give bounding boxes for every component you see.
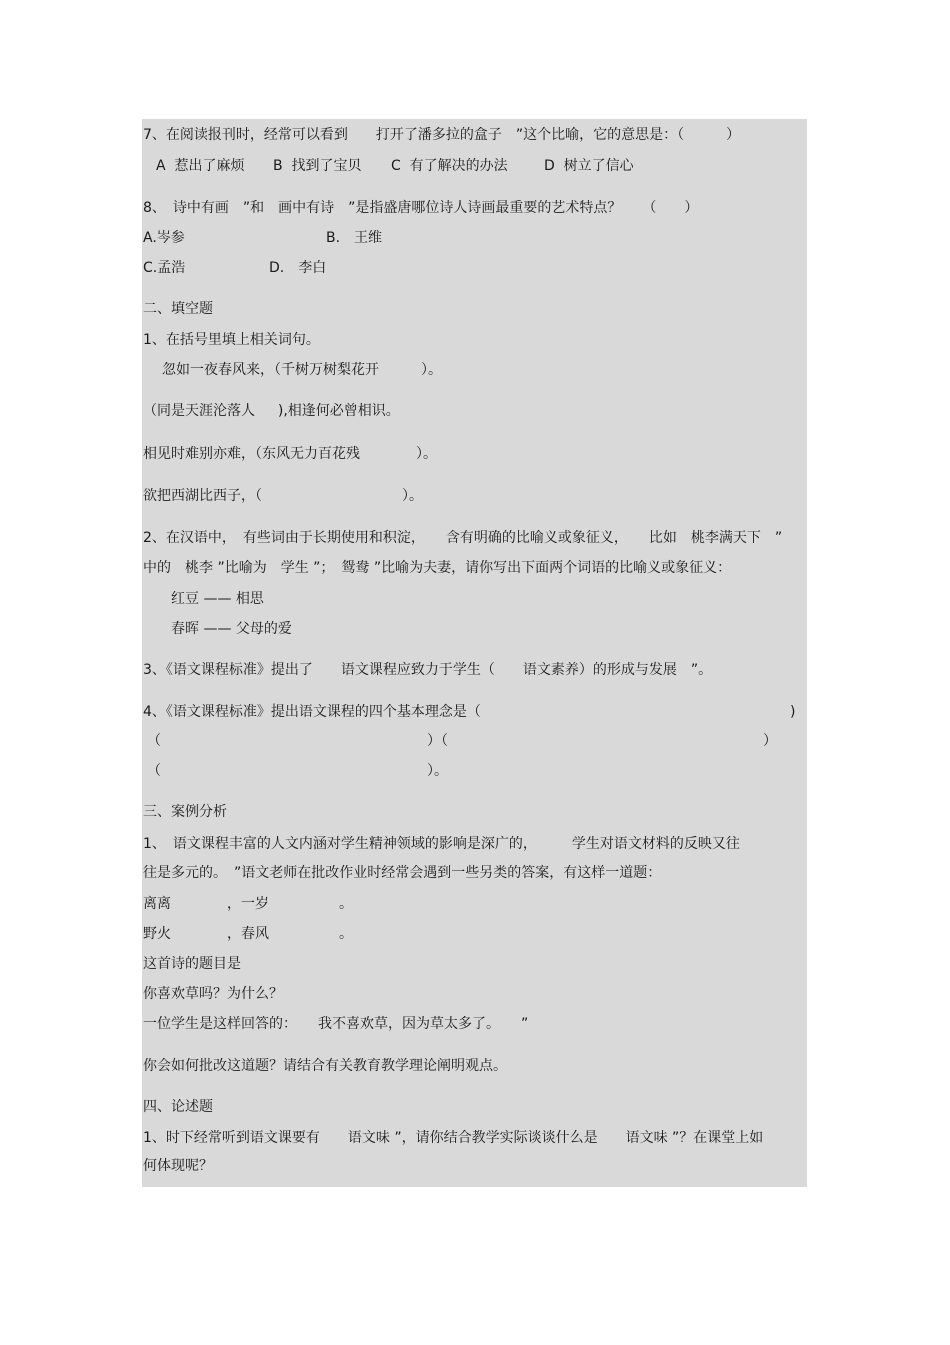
case-text: 这首诗的题目是 <box>143 956 241 972</box>
case-text: 1、 语文课程丰富的人文内涵对学生精神领域的影响是深广的， 学生对语文材料的反映又往 <box>143 836 740 852</box>
poem-line: 欲把西湖比西子，（ ）。 <box>143 488 423 504</box>
section-title: 四、论述题 <box>143 1099 213 1115</box>
question-text: 3、《语文课程标准》提出了 语文课程应致力于学生（ 语文素养）的形成与发展 ”。 <box>143 662 713 678</box>
answer-bracket: ) <box>790 704 796 720</box>
answer-bracket: ） <box>763 733 777 749</box>
poem-line: （同是天涯沦落人 ),相逢何必曾相识。 <box>143 403 400 419</box>
q8-option-c: C.孟浩 <box>143 260 186 276</box>
section-title: 三、案例分析 <box>143 804 227 820</box>
q7-stem: 7、在阅读报刊时，经常可以看到 打开了潘多拉的盒子 ”这个比喻，它的意思是：（ ） <box>143 127 741 143</box>
question-text: 中的 桃李 ”比喻为 学生 ”； 鸳鸯 ”比喻为夫妻，请你写出下面两个词语的比喻义或象征义： <box>143 560 732 576</box>
question-text: 1、在括号里填上相关词句。 <box>143 332 320 348</box>
q8-option-a: A.岑参 <box>143 230 185 246</box>
section-title: 二、填空题 <box>143 301 213 317</box>
poem-line: 野火 ，春风 。 <box>143 926 353 942</box>
case-text: 你喜欢草吗？为什么？ <box>143 986 283 1002</box>
question-text: 4、《语文课程标准》提出语文课程的四个基本理念是（ <box>143 704 481 720</box>
word-meaning: 红豆 —— 相思 <box>171 591 264 607</box>
case-text: 你会如何批改这道题？请结合有关教育教学理论阐明观点。 <box>143 1058 507 1074</box>
q7-option-d: D 树立了信心 <box>544 158 634 174</box>
essay-question: 何体现呢？ <box>143 1158 213 1174</box>
answer-bracket: （ <box>147 733 161 749</box>
word-meaning: 春晖 —— 父母的爱 <box>171 621 292 637</box>
answer-bracket: ）。 <box>427 763 448 779</box>
q8-option-b: B. 王维 <box>326 230 383 246</box>
answer-bracket: （ <box>147 763 161 779</box>
poem-line: 忽如一夜春风来，（千树万树梨花开 ）。 <box>162 362 442 378</box>
q7-option-b: B 找到了宝贝 <box>273 158 362 174</box>
question-text: 2、在汉语中， 有些词由于长期使用和积淀， 含有明确的比喻义或象征义， 比如 桃李满天下 ” <box>143 530 783 546</box>
case-text: 一位学生是这样回答的： 我不喜欢草，因为草太多了。 ” <box>143 1016 529 1032</box>
q8-stem: 8、 诗中有画 ”和 画中有诗 ”是指盛唐哪位诗人诗画最重要的艺术特点？ （ ） <box>143 200 699 216</box>
poem-line: 离离 ，一岁 。 <box>143 896 353 912</box>
answer-bracket: ）（ <box>427 733 448 749</box>
q7-option-a: A 惹出了麻烦 <box>156 158 245 174</box>
q8-option-d: D. 李白 <box>269 260 327 276</box>
q7-option-c: C 有了解决的办法 <box>391 158 508 174</box>
case-text: 往是多元的。 ”语文老师在批改作业时经常会遇到一些另类的答案，有这样一道题： <box>143 865 662 881</box>
essay-question: 1、时下经常听到语文课要有 语文味 ”，请你结合教学实际谈谈什么是 语文味 ”？在课堂上如 <box>143 1130 764 1146</box>
poem-line: 相见时难别亦难，（东风无力百花残 ）。 <box>143 446 437 462</box>
